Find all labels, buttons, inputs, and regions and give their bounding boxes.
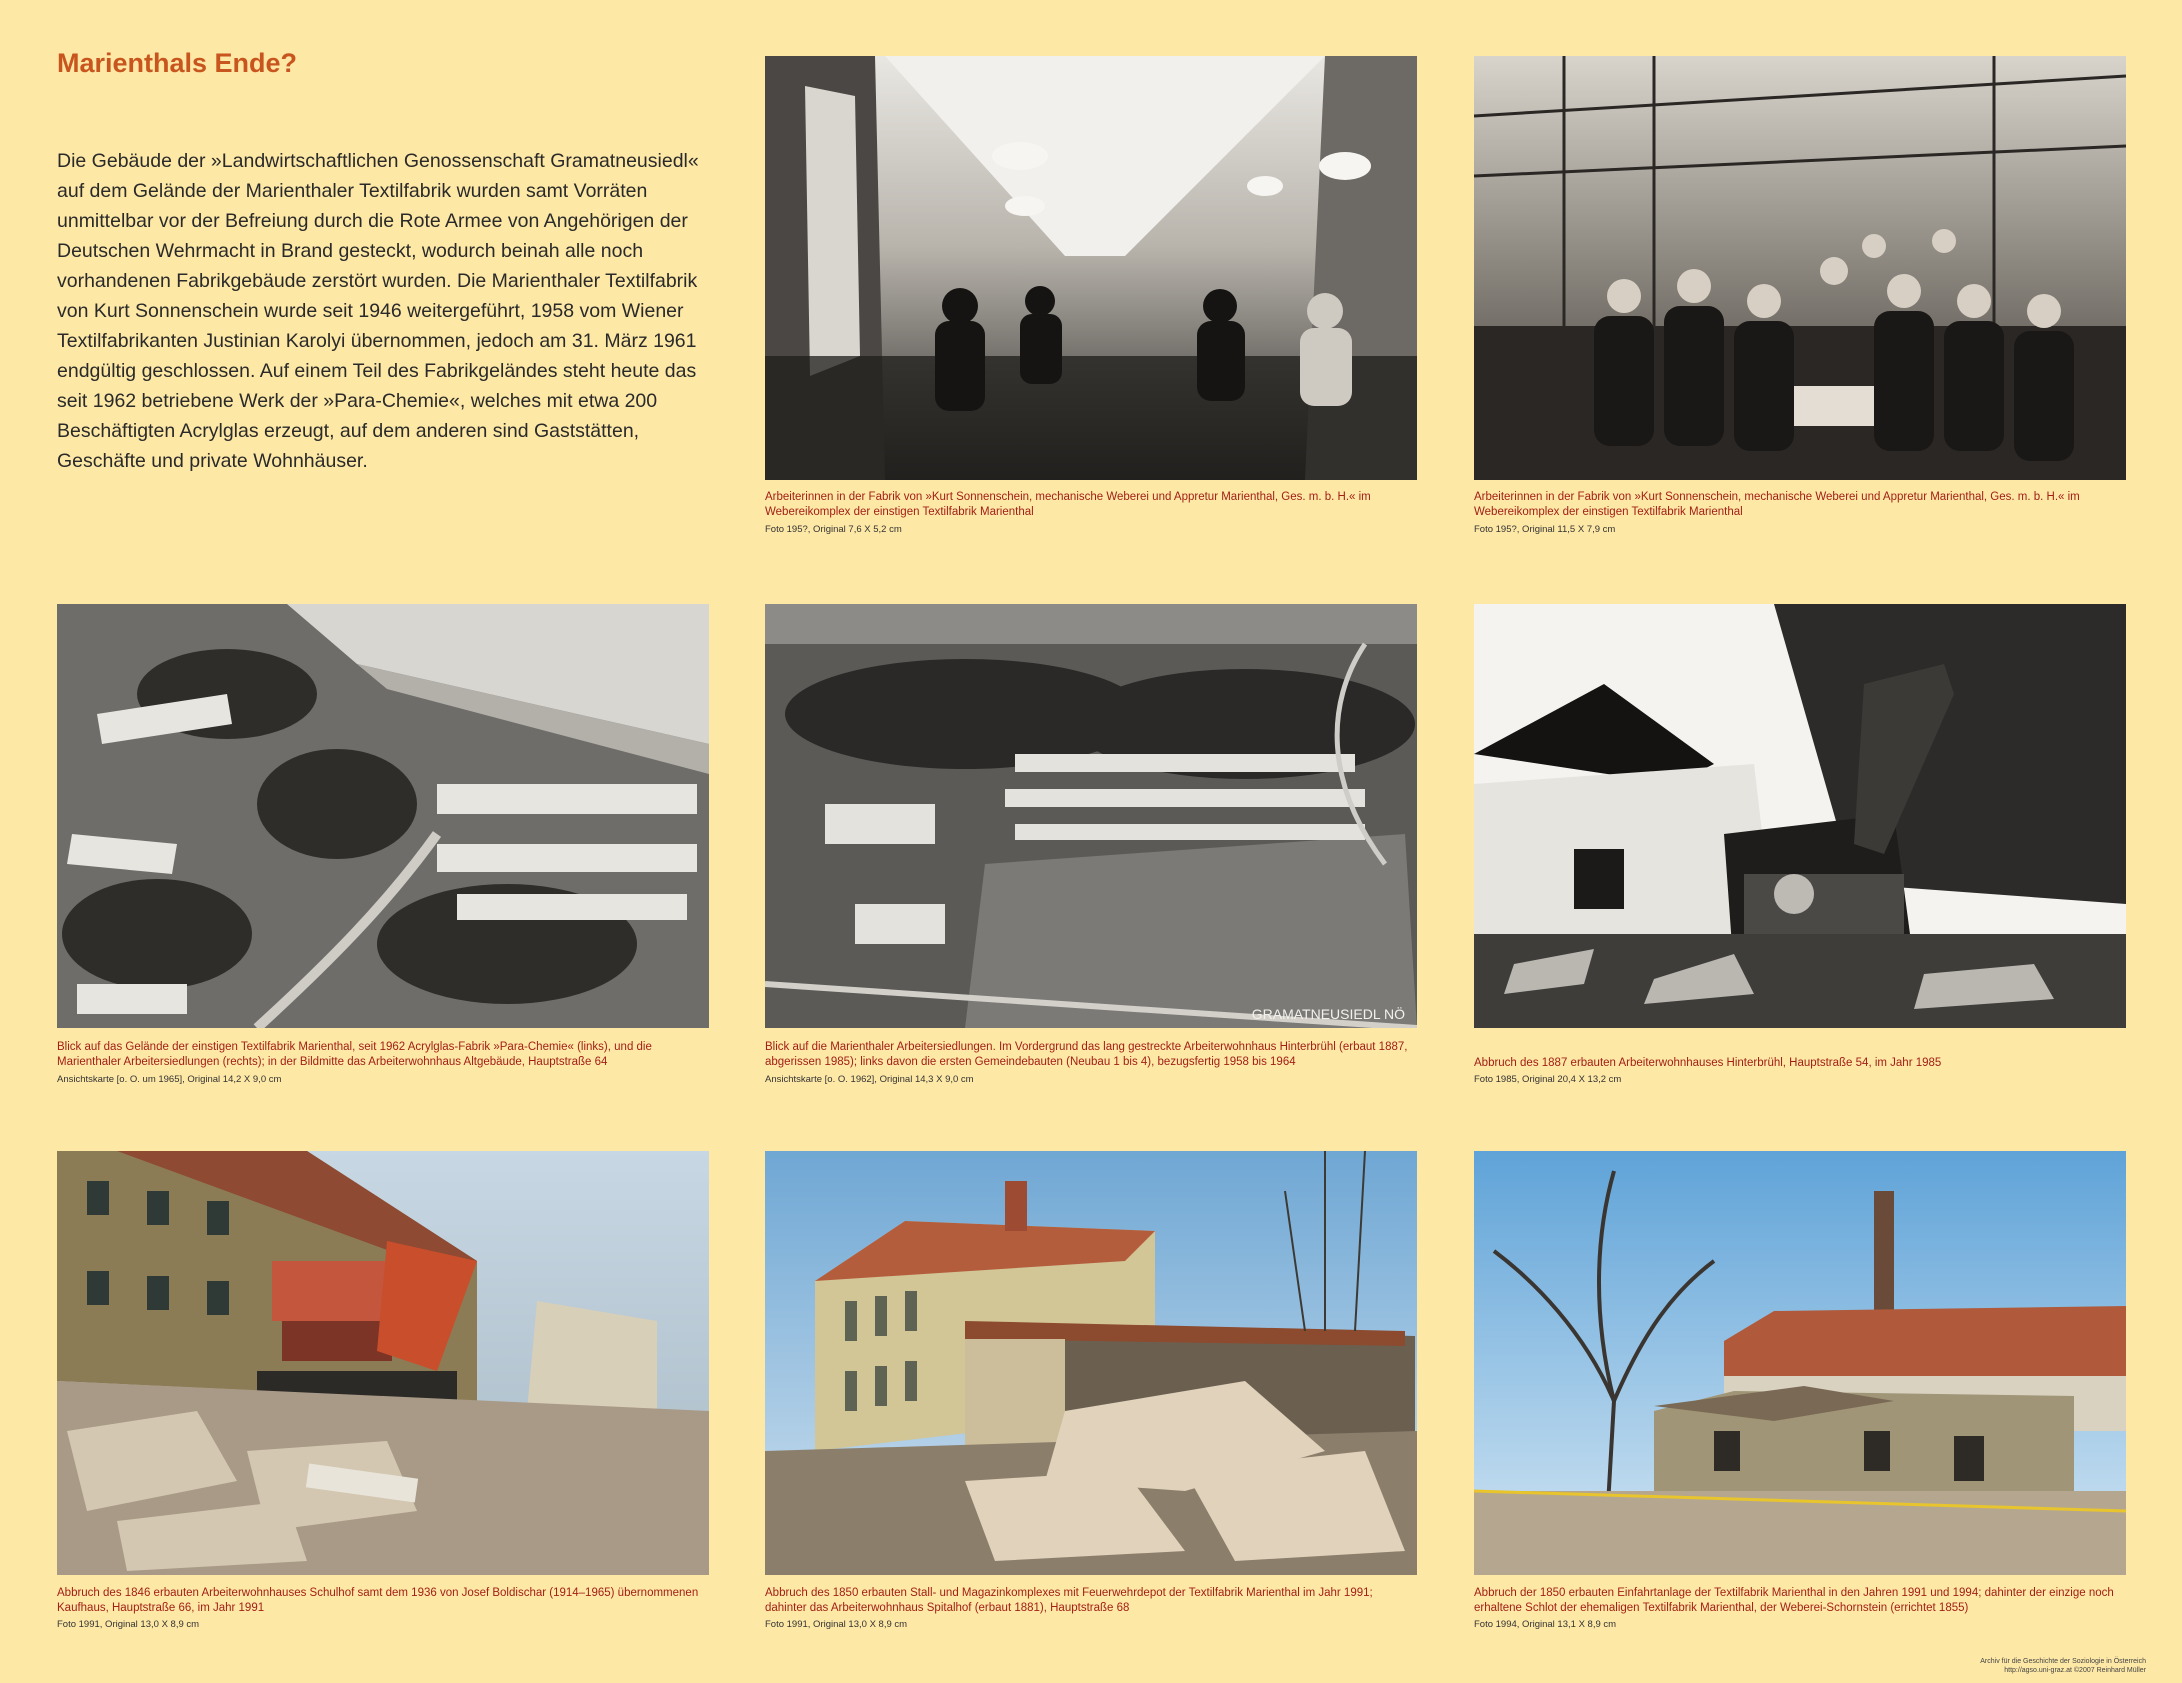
intro-text: Die Gebäude der »Landwirtschaftlichen Genossenschaft Gramatneusiedl« auf dem Gelände der Marienthaler Textilfabrik wurden samt Vorräten unmittelbar vor der Befreiung durch die Rote Armee von Angehörigen der Deutschen Wehrmacht in Brand gesteckt, wodurch beinah alle noch vorhandenen Fabrikgebäude zerstört wurden. Die Marienthaler Textilfabrik von Kurt Sonnenschein wurde seit 1946 weitergeführt, 1958 vom Wiener Textilfabrikanten Justinian Karolyi übernommen, jedoch am 31. März 1961 endgültig geschlossen. Auf einem Teil des Fabrikgeländes steht heute das seit 1962 betriebene Werk der »Para-Chemie«, welches mit etwa 200 Beschäftigten Acrylglas erzeugt, auf dem anderen sind Gaststätten, Geschäfte und private Wohnhäuser. bbox=[57, 150, 699, 472]
photo-demolition-schulhof bbox=[57, 1151, 709, 1575]
photo-1-caption: Arbeiterinnen in der Fabrik von »Kurt Sonnenschein, mechanische Weberei und Appretur Marienthal, Ges. m. b. H.« im Webereikomplex der einstigen Textilfabrik Marienthal bbox=[765, 491, 1371, 518]
footer-url-copyright: http://agso.uni-graz.at ©2007 Reinhard Müller bbox=[2004, 1667, 2146, 1674]
photo-demolition-hinterbruehl bbox=[1474, 604, 2126, 1028]
photo-3-caption: Blick auf das Gelände der einstigen Textilfabrik Marienthal, seit 1962 Acrylglas-Fabrik »Para-Chemie« (links), und die Marienthaler Arbeitersiedlungen (rechts); in der Bildmitte das Arbeiterwohnhaus Altgebäude, Hauptstraße 64 bbox=[57, 1041, 652, 1068]
photo-aerial-factory-grounds bbox=[57, 604, 709, 1028]
footer-archive-name: Archiv für die Geschichte der Soziologie in Österreich bbox=[1980, 1658, 2146, 1665]
photo-demolition-entrance-chimney bbox=[1474, 1151, 2126, 1575]
photo-3-credit: Ansichtskarte [o. O. um 1965], Original 14,2 X 9,0 cm bbox=[57, 1074, 282, 1085]
photo-8-caption: Abbruch der 1850 erbauten Einfahrtanlage der Textilfabrik Marienthal in den Jahren 1991 und 1994; dahinter der einzige noch erhaltene Schlot der ehemaligen Textilfabrik Marienthal, der Weberei-Schornstein (errichtet 1855) bbox=[1474, 1587, 2114, 1614]
photo-4-caption: Blick auf die Marienthaler Arbeitersiedlungen. Im Vordergrund das lang gestreckte Arbeiterwohnhaus Hinterbrühl (erbaut 1887, abgerissen 1985); links davon die ersten Gemeindebauten (Neubau 1 bis 4), bezugsfertig 1958 bis 1964 bbox=[765, 1041, 1408, 1068]
photo-2-credit: Foto 195?, Original 11,5 X 7,9 cm bbox=[1474, 524, 1616, 535]
photo-weaving-hall-workers-1 bbox=[765, 56, 1417, 480]
postcard-overlay-text: GRAMATNEUSIEDL NÖ bbox=[1251, 1006, 1405, 1022]
photo-7-credit: Foto 1991, Original 13,0 X 8,9 cm bbox=[765, 1619, 908, 1630]
photo-8-credit: Foto 1994, Original 13,1 X 8,9 cm bbox=[1474, 1619, 1617, 1630]
photo-5-caption: Abbruch des 1887 erbauten Arbeiterwohnhauses Hinterbrühl, Hauptstraße 54, im Jahr 1985 bbox=[1474, 1057, 1942, 1069]
photo-5-credit: Foto 1985, Original 20,4 X 13,2 cm bbox=[1474, 1074, 1622, 1085]
photo-demolition-stable-complex bbox=[765, 1151, 1417, 1575]
photo-6-credit: Foto 1991, Original 13,0 X 8,9 cm bbox=[57, 1619, 200, 1630]
photo-aerial-workers-housing bbox=[765, 604, 1417, 1028]
photo-2-caption: Arbeiterinnen in der Fabrik von »Kurt Sonnenschein, mechanische Weberei und Appretur Marienthal, Ges. m. b. H.« im Webereikomplex der einstigen Textilfabrik Marienthal bbox=[1474, 491, 2080, 518]
page-title: Marienthals Ende? bbox=[57, 48, 298, 78]
photo-1-credit: Foto 195?, Original 7,6 X 5,2 cm bbox=[765, 524, 902, 535]
photo-7-caption: Abbruch des 1850 erbauten Stall- und Magazinkomplexes mit Feuerwehrdepot der Textilfabrik Marienthal im Jahr 1991; dahinter das Arbeiterwohnhaus Spitalhof (erbaut 1881), Hauptstraße 68 bbox=[765, 1587, 1373, 1614]
photo-weaving-hall-workers-2 bbox=[1474, 56, 2126, 480]
photo-6-caption: Abbruch des 1846 erbauten Arbeiterwohnhauses Schulhof samt dem 1936 von Josef Boldischar (1914–1965) übernommenen Kaufhaus, Hauptstraße 66, im Jahr 1991 bbox=[57, 1587, 699, 1614]
photo-4-credit: Ansichtskarte [o. O. 1962], Original 14,3 X 9,0 cm bbox=[765, 1074, 974, 1085]
footer-archive-credit bbox=[1980, 1657, 2146, 1675]
